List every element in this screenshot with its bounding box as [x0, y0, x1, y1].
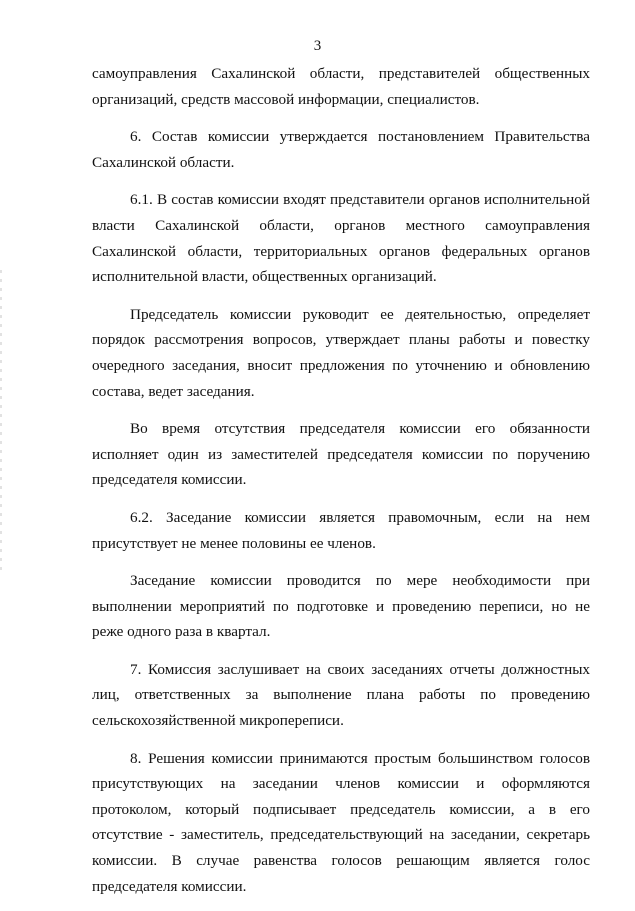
paragraph-chairman-absence: Во время отсутствия председателя комиссии его обязанности исполняет один из заместителей председателя комиссии по поручению председателя комиссии.	[92, 420, 590, 489]
document-body	[92, 61, 590, 911]
paragraph-chairman-duties: Председатель комиссии руководит ее деятельностью, определяет порядок рассмотрения вопросов, утверждает планы работы и повестку очередного заседания, вносит предложения по уточнению и обновлению состава, ведет заседания.	[92, 305, 590, 400]
paragraph-clause-6-1: 6.1. В состав комиссии входят представители органов исполнительной власти Сахалинской области, органов местного самоуправления Сахалинской области, территориальных органов федеральных органов исполнительной власти, общественных организаций.	[92, 191, 590, 286]
scan-edge-mark	[0, 270, 2, 570]
page-number: 3	[313, 38, 322, 54]
paragraph-continuation: самоуправления Сахалинской области, представителей общественных организаций, средств массовой информации, специалистов.	[92, 65, 590, 108]
paragraph-meeting-frequency: Заседание комиссии проводится по мере необходимости при выполнении мероприятий по подготовке и проведению переписи, но не реже одного раза в квартал.	[92, 572, 590, 641]
paragraph-clause-6: 6. Состав комиссии утверждается постановлением Правительства Сахалинской области.	[92, 128, 590, 171]
paragraph-clause-7: 7. Комиссия заслушивает на своих заседаниях отчеты должностных лиц, ответственных за выполнение плана работы по проведению сельскохозяйственной микропереписи.	[92, 660, 590, 730]
paragraph-clause-6-2: 6.2. Заседание комиссии является правомочным, если на нем присутствует не менее половины ее членов.	[92, 508, 590, 552]
paragraph-clause-8: 8. Решения комиссии принимаются простым большинством голосов присутствующих на заседании членов комиссии и оформляются протоколом, который подписывает председатель комиссии, а в его отсутствие - заместитель, председательствующий на заседании, секретарь комиссии. В случае равенства голосов решающим является голос председателя комиссии.	[92, 749, 590, 895]
